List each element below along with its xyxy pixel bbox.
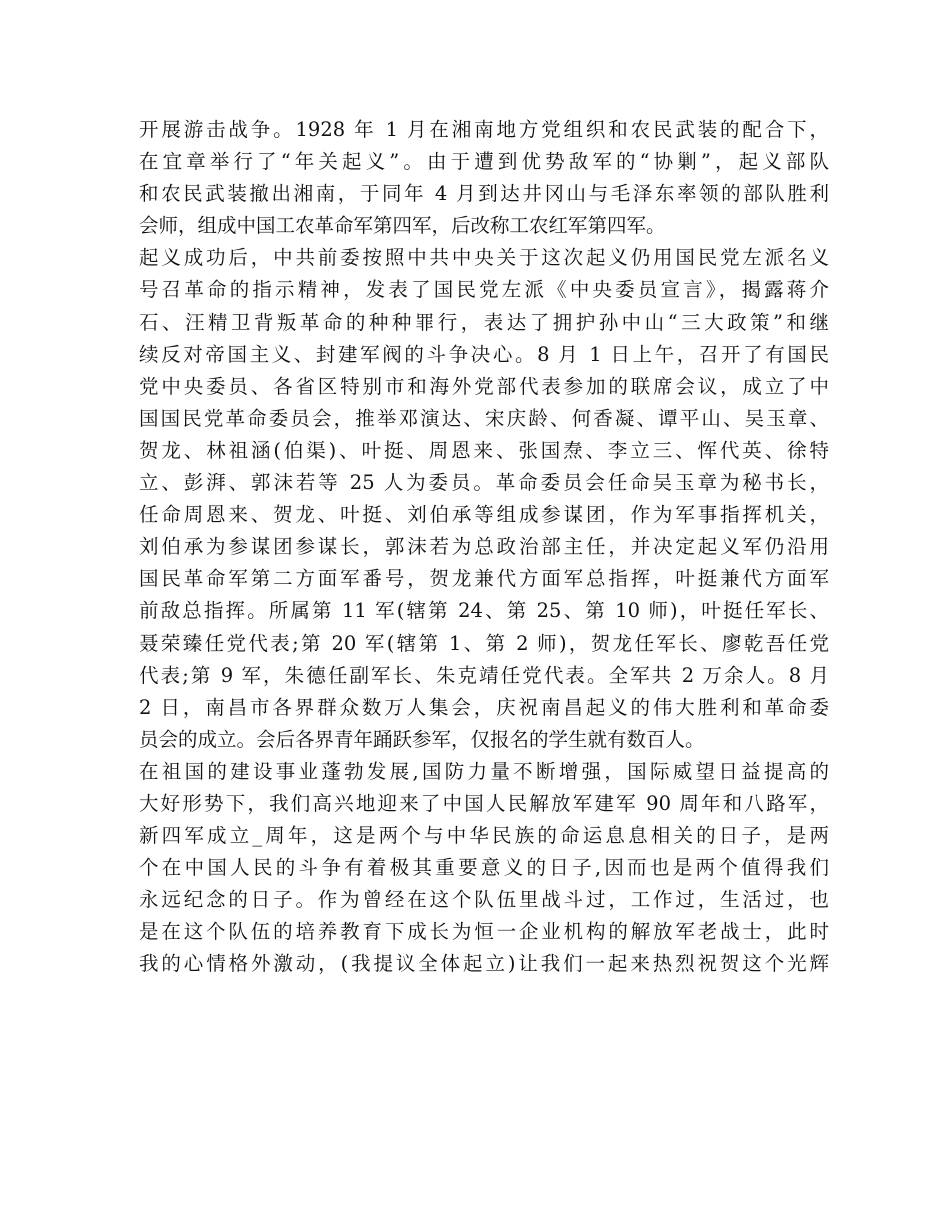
text-line: 聂荣臻任党代表;第 20 军(辖第 1、第 2 师)，贺龙任军长、廖乾吾任党 [139, 631, 829, 655]
text-line: 号召革命的指示精神，发表了国民党左派《中央委员宣言》，揭露蒋介 [139, 278, 829, 302]
text-line: 刘伯承为参谋团参谋长，郭沫若为总政治部主任，并决定起义军仍沿用 [139, 535, 829, 559]
text-line: 石、汪精卫背叛革命的种种罪行，表达了拥护孙中山“三大政策”和继 [139, 310, 829, 334]
text-line: 新四军成立_周年，这是两个与中华民族的命运息息相关的日子，是两 [139, 824, 829, 848]
text-line: 永远纪念的日子。作为曾经在这个队伍里战斗过，工作过，生活过，也 [139, 888, 829, 912]
text-line: 我的心情格外激动，(我提议全体起立)让我们一起来热烈祝贺这个光辉 [139, 952, 829, 976]
text-line: 大好形势下，我们高兴地迎来了中国人民解放军建军 90 周年和八路军， [139, 791, 829, 815]
text-line: 2 日，南昌市各界群众数万人集会，庆祝南昌起义的伟大胜利和革命委 [139, 695, 829, 719]
text-line: 起义成功后，中共前委按照中共中央关于这次起义仍用国民党左派名义 [139, 246, 829, 270]
text-line: 在祖国的建设事业蓬勃发展,国防力量不断增强，国际威望日益提高的 [139, 759, 829, 783]
text-line: 国国民党革命委员会，推举邓演达、宋庆龄、何香凝、谭平山、吴玉章、 [139, 406, 829, 430]
text-line: 党中央委员、各省区特别市和海外党部代表参加的联席会议，成立了中 [139, 374, 829, 398]
text-line: 任命周恩来、贺龙、叶挺、刘伯承等组成参谋团，作为军事指挥机关， [139, 503, 829, 527]
text-line: 个在中国人民的斗争有着极其重要意义的日子,因而也是两个值得我们 [139, 856, 829, 880]
text-line: 续反对帝国主义、封建军阀的斗争决心。8 月 1 日上午，召开了有国民 [139, 342, 829, 366]
text-line: 是在这个队伍的培养教育下成长为恒一企业机构的解放军老战士，此时 [139, 920, 829, 944]
text-line: 在宜章举行了“年关起义”。由于遭到优势敌军的“协剿”，起义部队 [139, 150, 829, 174]
text-line: 立、彭湃、郭沫若等 25 人为委员。革命委员会任命吴玉章为秘书长， [139, 471, 829, 495]
text-line: 代表;第 9 军，朱德任副军长、朱克靖任党代表。全军共 2 万余人。8 月 [139, 663, 829, 687]
text-line: 开展游击战争。1928 年 1 月在湘南地方党组织和农民武装的配合下， [139, 118, 829, 141]
text-line: 贺龙、林祖涵(伯渠)、叶挺、周恩来、张国焘、李立三、恽代英、徐特 [139, 438, 829, 462]
text-line: 前敌总指挥。所属第 11 军(辖第 24、第 25、第 10 师)，叶挺任军长、 [139, 599, 829, 623]
text-line: 员会的成立。会后各界青年踊跃参军，仅报名的学生就有数百人。 [139, 727, 705, 751]
text-line: 和农民武装撤出湘南，于同年 4 月到达井冈山与毛泽东率领的部队胜利 [139, 182, 829, 206]
body-text [139, 114, 829, 981]
text-line: 国民革命军第二方面军番号，贺龙兼代方面军总指挥，叶挺兼代方面军 [139, 567, 829, 591]
text-line: 会师，组成中国工农革命军第四军，后改称工农红军第四军。 [139, 214, 666, 238]
